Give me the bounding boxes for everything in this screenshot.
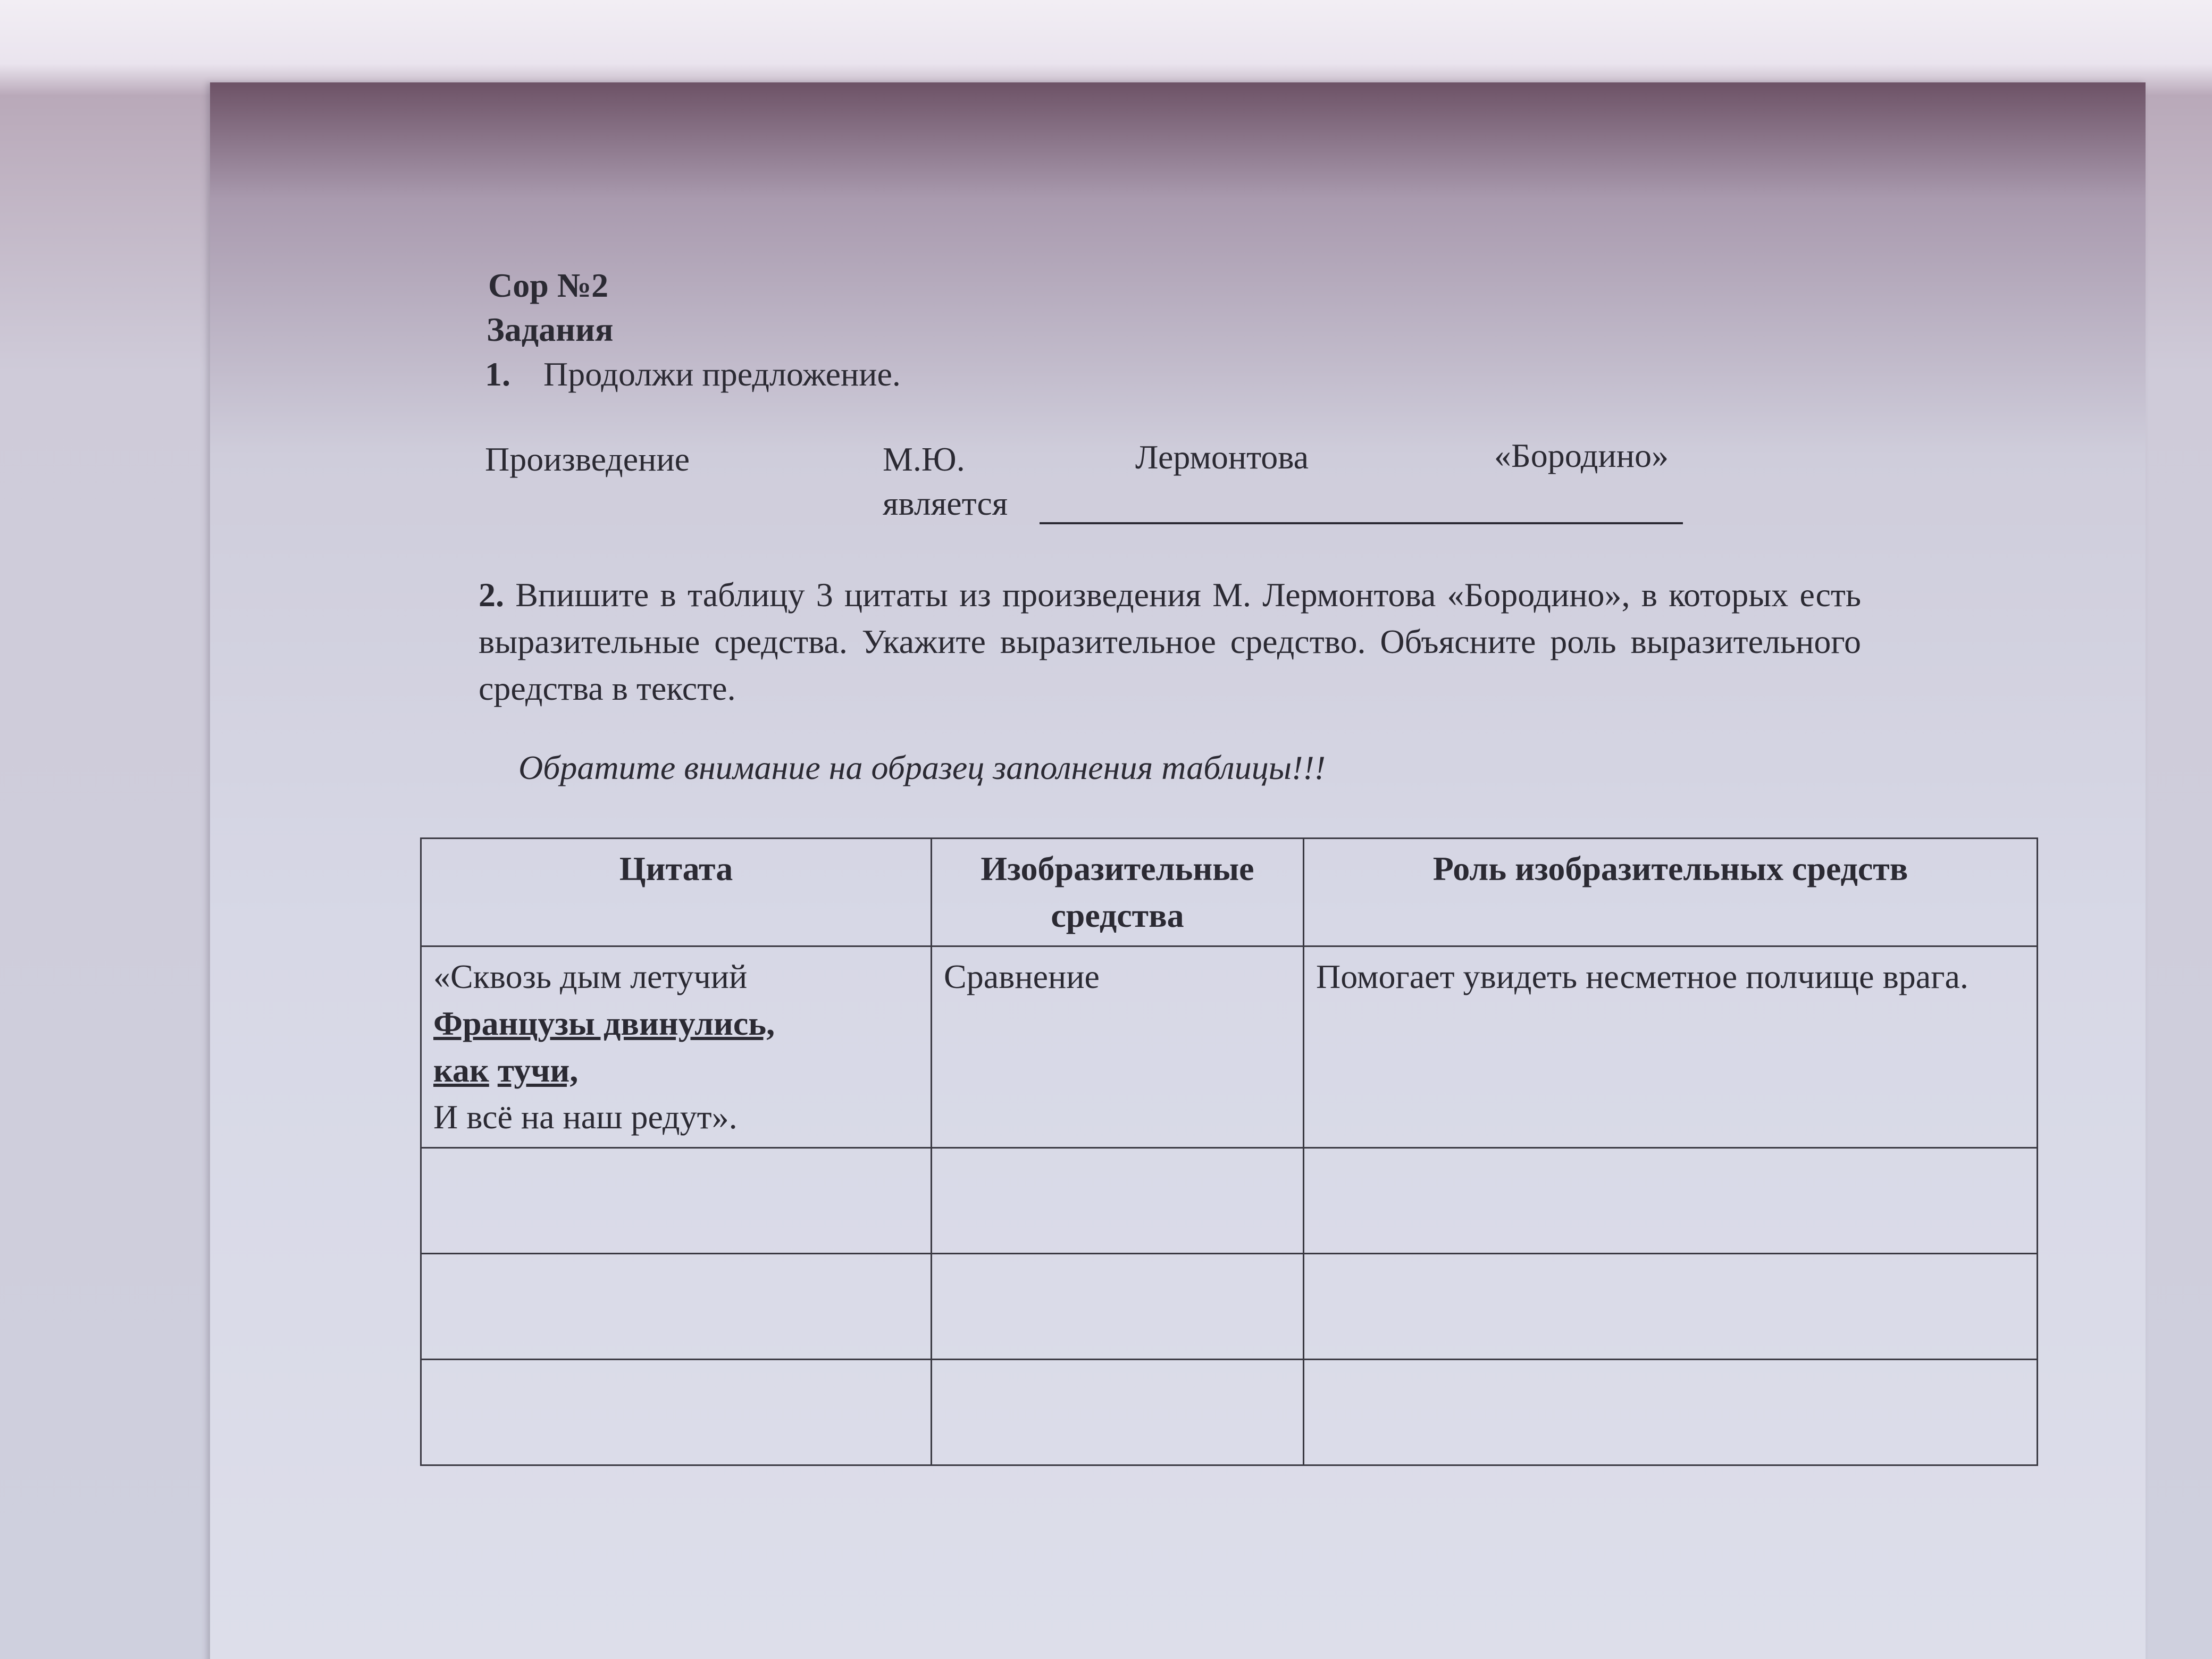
empty-role-cell[interactable] [1304,1254,2038,1360]
header-device: Изобразительные средства [932,839,1304,946]
empty-role-cell[interactable] [1304,1148,2038,1254]
empty-device-cell[interactable] [932,1148,1304,1254]
task1-prompt: Продолжи предложение. [543,355,901,393]
empty-quote-cell[interactable] [421,1360,932,1465]
table-note: Обратите внимание на образец заполнения таблицы!!! [518,749,1326,786]
answer-table [420,837,2038,1466]
doc-title: Сор №2 [488,266,609,304]
empty-role-cell[interactable] [1304,1360,2038,1465]
table-row-sample [421,946,2038,1148]
sample-quote-line-4: И всё на наш редут». [433,1098,738,1136]
task1-number: 1. [485,355,510,393]
sample-quote-cell [421,946,932,1148]
task1-word-3: Лермонтова [1135,438,1309,476]
table-header-row [421,839,2038,946]
task2-paragraph [479,572,1861,712]
task1-word-1: Произведение [485,440,690,478]
table-row-empty-1 [421,1148,2038,1254]
task2-text: Впишите в таблицу 3 цитаты из произведения М. Лермонтова «Бородино», в которых есть выразительные средства. Укажите выразительное средство. Объясните роль выразительного средства в тексте. [479,576,1862,707]
task1-word-4: «Бородино» [1494,437,1669,474]
sample-quote-line-2: Французы двинулись, [433,1004,775,1042]
sample-quote-word-tuchi: тучи, [497,1051,579,1089]
sample-quote-line-1: «Сквозь дым летучий [433,958,748,995]
sample-role-cell: Помогает увидеть несметное полчище врага. [1304,946,2038,1148]
table-row-empty-3 [421,1360,2038,1465]
header-quote: Цитата [421,839,932,946]
empty-quote-cell[interactable] [421,1148,932,1254]
sample-quote-word-kak: как [433,1051,489,1089]
task2-number: 2. [479,576,504,614]
task1-word-5: является [883,484,1008,522]
empty-device-cell[interactable] [932,1254,1304,1360]
task1-word-2: М.Ю. [883,440,965,478]
sample-quote-line-3 [433,1047,919,1094]
table-row-empty-2 [421,1254,2038,1360]
answer-blank-line[interactable] [1040,522,1683,524]
sample-device-cell: Сравнение [932,946,1304,1148]
doc-subtitle: Задания [487,311,614,348]
empty-quote-cell[interactable] [421,1254,932,1360]
header-role: Роль изобразительных средств [1304,839,2038,946]
empty-device-cell[interactable] [932,1360,1304,1465]
